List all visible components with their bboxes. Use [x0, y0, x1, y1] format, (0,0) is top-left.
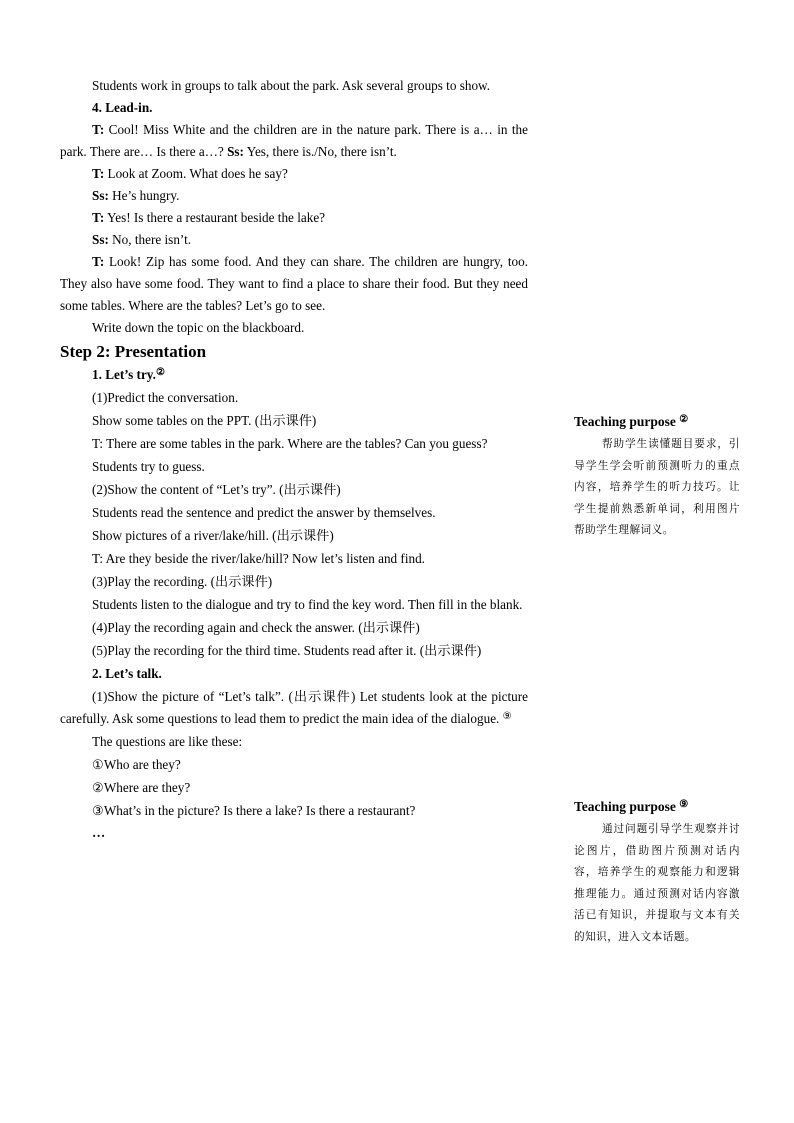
speaker-label: Ss:: [92, 232, 109, 247]
dialogue-line: T: Yes! Is there a restaurant beside the lake?: [92, 210, 326, 225]
footnote-mark: ⑨: [679, 799, 689, 810]
try-line: Students read the sentence and predict the answer by themselves.: [92, 505, 436, 520]
lesson-body: [60, 75, 528, 844]
note-title: Teaching purpose ⑨: [574, 799, 689, 814]
try-line: (4)Play the recording again and check the answer. (出示课件): [92, 620, 420, 635]
lets-try-heading: 1. Let’s try.②: [92, 367, 165, 382]
try-line: (1)Predict the conversation.: [92, 390, 239, 405]
teaching-purpose-note-2: [574, 412, 740, 542]
try-line: (3)Play the recording. (出示课件): [92, 574, 273, 589]
teaching-purpose-note-9: [574, 797, 740, 948]
speaker-label: T:: [92, 166, 105, 181]
note-text: 通过问题引导学生观察并讨论图片，借助图片预测对话内容，培养学生的观察能力和逻辑推理能力。通过预测对话内容激活已有知识，并提取与文本有关的知识，进入文本话题。: [574, 823, 740, 943]
topic-paragraph: Write down the topic on the blackboard.: [92, 320, 305, 335]
note-text: 帮助学生读懂题目要求，引导学生学会听前预测听力的重点内容，培养学生的听力技巧。让学生提前熟悉新单词，利用图片帮助学生理解词义。: [574, 438, 740, 536]
try-line: Students try to guess.: [92, 459, 205, 474]
dialogue-line: Ss: He’s hungry.: [92, 188, 180, 203]
question-item: ②Where are they?: [92, 780, 191, 795]
try-line: T: Are they beside the river/lake/hill? Now let’s listen and find.: [92, 551, 425, 566]
dialogue-line: T: Look at Zoom. What does he say?: [92, 166, 288, 181]
talk-line: (1)Show the picture of “Let’s talk”. (出示课件) Let students look at the picture carefully. Ask some questions to lead them to predict the main idea of the dialogue. ⑨: [60, 689, 528, 726]
footnote-mark: ②: [679, 414, 689, 425]
dialogue-line: T: Cool! Miss White and the children are in the nature park. There is a… in the park. There are… Is there a…? Ss: Yes, there is./No, there isn’t.: [60, 122, 528, 159]
speaker-label: Ss:: [92, 188, 109, 203]
try-line: Students listen to the dialogue and try to find the key word. Then fill in the blank.: [92, 597, 523, 612]
speaker-label: T:: [92, 210, 105, 225]
lets-talk-heading: 2. Let’s talk.: [92, 666, 162, 681]
dialogue-line: T: Look! Zip has some food. And they can share. The children are hungry, too. They also have some food. They want to find a place to share their food. But they need some tables. Where are the tables? Let’s go to see.: [60, 254, 528, 313]
ellipsis: …: [92, 825, 106, 840]
speaker-label: T:: [92, 254, 105, 269]
note-title: Teaching purpose ②: [574, 414, 689, 429]
dialogue-line: Ss: No, there isn’t.: [92, 232, 192, 247]
footnote-mark: ⑨: [502, 711, 512, 722]
lead-in-heading: 4. Lead-in.: [92, 100, 153, 115]
intro-paragraph: Students work in groups to talk about the park. Ask several groups to show.: [92, 78, 491, 93]
speaker-label: Ss:: [227, 144, 244, 159]
step-2-heading: Step 2: Presentation: [60, 342, 207, 361]
question-item: ③What’s in the picture? Is there a lake? Is there a restaurant?: [92, 803, 416, 818]
try-line: Show pictures of a river/lake/hill. (出示课件): [92, 528, 334, 543]
talk-line: The questions are like these:: [92, 734, 243, 749]
try-line: Show some tables on the PPT. (出示课件): [92, 413, 317, 428]
footnote-mark: ②: [155, 367, 165, 378]
try-line: T: There are some tables in the park. Where are the tables? Can you guess?: [92, 436, 488, 451]
speaker-label: T:: [92, 122, 105, 137]
try-line: (5)Play the recording for the third time. Students read after it. (出示课件): [92, 643, 482, 658]
try-line: (2)Show the content of “Let’s try”. (出示课件): [92, 482, 341, 497]
question-item: ①Who are they?: [92, 757, 181, 772]
